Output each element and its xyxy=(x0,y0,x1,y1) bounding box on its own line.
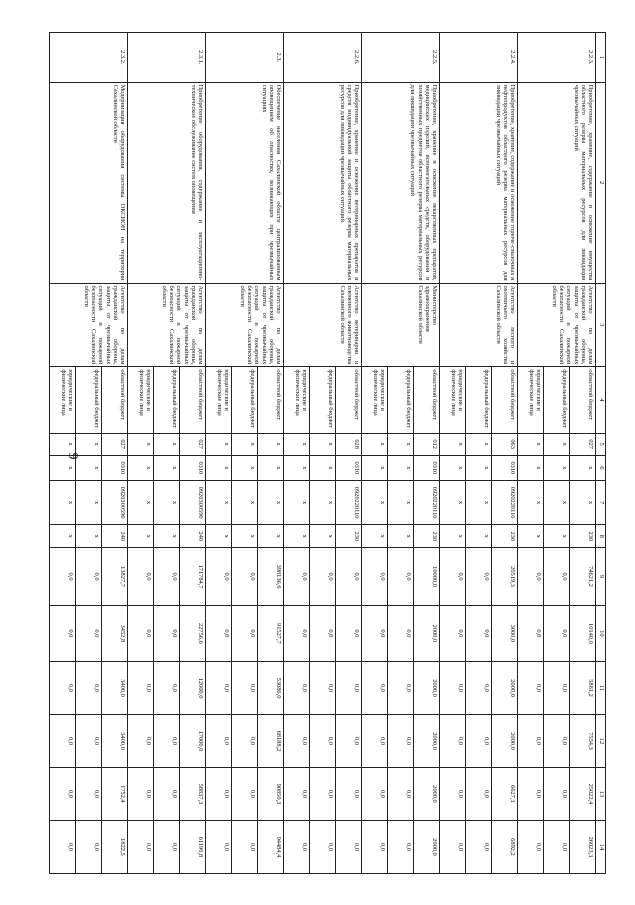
cell-c10: 0,0 xyxy=(544,605,570,661)
table-row xyxy=(414,33,440,874)
funding-source: федеральный бюджет xyxy=(544,367,570,433)
funding-source: федеральный бюджет xyxy=(388,367,414,433)
table-row xyxy=(492,33,518,874)
funding-source: юридические и физические лица xyxy=(518,367,544,433)
cell-c12: 3400,0 xyxy=(102,715,128,768)
cell-c8: 230 xyxy=(492,525,518,548)
column-number-12: 12 xyxy=(596,715,606,768)
funding-source: юридические и физические лица xyxy=(128,367,154,433)
cell-c14: 0,0 xyxy=(284,820,310,873)
cell-c6: х xyxy=(440,455,466,480)
cell-c8: х xyxy=(544,525,570,548)
cell-c6: х xyxy=(544,455,570,480)
cell-c11: 5881,2 xyxy=(570,662,596,715)
funding-source: юридические и физические лица xyxy=(50,367,76,433)
funding-source: областной бюджет xyxy=(414,367,440,433)
cell-c13: 90850,3 xyxy=(258,767,284,820)
funding-source: федеральный бюджет xyxy=(76,367,102,433)
cell-c6: 0310 xyxy=(492,455,518,480)
cell-c10: 0,0 xyxy=(362,605,388,661)
cell-c13: 0,0 xyxy=(518,767,544,820)
cell-c12: 0,0 xyxy=(466,715,492,768)
row-number: 2.2.6. xyxy=(284,33,362,83)
cell-c8: х xyxy=(128,525,154,548)
cell-c9: 0,0 xyxy=(128,548,154,605)
column-number-4: 4 xyxy=(596,367,606,433)
cell-c9: 0,0 xyxy=(284,548,310,605)
cell-c12: 0,0 xyxy=(76,715,102,768)
event-name: Приобретение, хранение, содержание и освежение имущества областного резерва материальных ресурсов для ликвидации чрезвычайных ситуаций xyxy=(518,82,596,283)
cell-c13: 0,0 xyxy=(50,767,76,820)
cell-c7: х xyxy=(258,481,284,525)
cell-c14: 0,0 xyxy=(518,820,544,873)
cell-c8: х xyxy=(50,525,76,548)
cell-c6: х xyxy=(310,455,336,480)
cell-c14: 0,0 xyxy=(154,820,180,873)
cell-c9: 0,0 xyxy=(440,548,466,605)
cell-c10: 2000,0 xyxy=(414,605,440,661)
cell-c7: х xyxy=(206,481,232,525)
cell-c10: 0,0 xyxy=(232,605,258,661)
cell-c11: 0,0 xyxy=(440,662,466,715)
funding-source: областной бюджет xyxy=(492,367,518,433)
event-name: Приобретение, хранение и освежение лекарственных препаратов, медицинских изделий, вспомогательных средств, оборудования и хозяйственных предметов областного резерва материальных ресурсов для ликвидации чрезвычайных ситуаций xyxy=(362,82,440,283)
cell-c10: 0,0 xyxy=(336,605,362,661)
event-name: Приобретение, хранение, содержание и освежение горюче-смазочных и нефтепродуктов областного резерва материальных ресурсов для ликвидации чрезвычайных ситуаций xyxy=(440,82,518,283)
executor-name: Агентство ветеринарии и племенного животноводства Сахалинской области xyxy=(284,283,362,367)
cell-c12: 68188,2 xyxy=(258,715,284,768)
cell-c9: 13827,7 xyxy=(102,548,128,605)
cell-c5: 063 xyxy=(492,433,518,455)
cell-c14: 0,0 xyxy=(50,820,76,873)
cell-c13: 0,0 xyxy=(440,767,466,820)
cell-c11: 53086,0 xyxy=(258,662,284,715)
cell-c12: 0,0 xyxy=(154,715,180,768)
column-number-11: 11 xyxy=(596,662,606,715)
cell-c11: 2000,0 xyxy=(414,662,440,715)
cell-c6: х xyxy=(206,455,232,480)
cell-c12: 0,0 xyxy=(232,715,258,768)
cell-c5: х xyxy=(258,433,284,455)
table-row xyxy=(336,33,362,874)
cell-c11: 0,0 xyxy=(154,662,180,715)
cell-c13: 0,0 xyxy=(388,767,414,820)
rotated-page-content xyxy=(59,32,606,874)
cell-c12: 0,0 xyxy=(440,715,466,768)
page-number: 9 xyxy=(65,452,80,460)
cell-c6: 0310 xyxy=(180,455,206,480)
row-number: 2.3. xyxy=(206,33,284,83)
cell-c5: х xyxy=(76,433,102,455)
cell-c10: 0,0 xyxy=(154,605,180,661)
executor-name: Агентство лесного и охотничьего хозяйства Сахалинской области xyxy=(440,283,518,367)
cell-c9: 0,0 xyxy=(154,548,180,605)
cell-c11: 0,0 xyxy=(284,662,310,715)
cell-c10: 0,0 xyxy=(440,605,466,661)
cell-c10: 10140,0 xyxy=(570,605,596,661)
cell-c7: х xyxy=(518,481,544,525)
row-number: 2.2.5. xyxy=(362,33,440,83)
cell-c12: 2000,0 xyxy=(492,715,518,768)
cell-c7: 0920300590 xyxy=(180,481,206,525)
cell-c9: 0,0 xyxy=(362,548,388,605)
cell-c12: 0,0 xyxy=(388,715,414,768)
cell-c8: х xyxy=(388,525,414,548)
cell-c9: 0,0 xyxy=(50,548,76,605)
cell-c6: х xyxy=(76,455,102,480)
cell-c6: х xyxy=(362,455,388,480)
cell-c13: 0,0 xyxy=(284,767,310,820)
cell-c12: 0,0 xyxy=(50,715,76,768)
cell-c14: 61190,8 xyxy=(180,820,206,873)
cell-c5: 027 xyxy=(102,433,128,455)
funding-source: областной бюджет xyxy=(570,367,596,433)
cell-c11: 12000,0 xyxy=(180,662,206,715)
executor-name: Агентство по делам гражданской обороны, защиты от чрезвычайных ситуаций и пожарной безопасности Сахалинской области xyxy=(206,283,284,367)
cell-c12: 0,0 xyxy=(128,715,154,768)
cell-c10: 0,0 xyxy=(310,605,336,661)
cell-c8: 240 xyxy=(180,525,206,548)
cell-c7: 0920300590 xyxy=(102,481,128,525)
column-number-1: 1 xyxy=(596,33,606,83)
cell-c14: 0,0 xyxy=(466,820,492,873)
cell-c5: х xyxy=(362,433,388,455)
cell-c13: 0,0 xyxy=(128,767,154,820)
cell-c10: 0,0 xyxy=(50,605,76,661)
column-number-3: 3 xyxy=(596,283,606,367)
table-row xyxy=(180,33,206,874)
cell-c8: х xyxy=(518,525,544,548)
cell-c9: 0,0 xyxy=(466,548,492,605)
cell-c11: 2000,0 xyxy=(492,662,518,715)
cell-c10: 3452,8 xyxy=(102,605,128,661)
cell-c11: 0,0 xyxy=(206,662,232,715)
cell-c5: х xyxy=(206,433,232,455)
cell-c14: 0,0 xyxy=(440,820,466,873)
cell-c6: х xyxy=(258,455,284,480)
cell-c8: х xyxy=(206,525,232,548)
column-number-7: 7 xyxy=(596,481,606,525)
executor-name: Агентство по делам гражданской обороны, защиты от чрезвычайных ситуаций и пожарной безопасности Сахалинской области xyxy=(50,283,128,367)
cell-c8: х xyxy=(466,525,492,548)
cell-c5: 027 xyxy=(570,433,596,455)
cell-c9: 171784,7 xyxy=(180,548,206,605)
cell-c7: х xyxy=(76,481,102,525)
cell-c7: х xyxy=(284,481,310,525)
cell-c12: 0,0 xyxy=(284,715,310,768)
cell-c7: х xyxy=(154,481,180,525)
cell-c7: х xyxy=(388,481,414,525)
funding-source: областной бюджет xyxy=(102,367,128,433)
cell-c7: х xyxy=(310,481,336,525)
cell-c7: х xyxy=(440,481,466,525)
cell-c8: х xyxy=(362,525,388,548)
table-row xyxy=(102,33,128,874)
cell-c9: 0,0 xyxy=(76,548,102,605)
cell-c10: 0,0 xyxy=(206,605,232,661)
cell-c8: 230 xyxy=(570,525,596,548)
cell-c10: 0,0 xyxy=(76,605,102,661)
cell-c7: 0920220110 xyxy=(492,481,518,525)
row-number: 2.3.2. xyxy=(50,33,128,83)
funding-source: федеральный бюджет xyxy=(232,367,258,433)
cell-c14: 26023,3 xyxy=(570,820,596,873)
cell-c11: 3400,0 xyxy=(102,662,128,715)
cell-c8: х xyxy=(154,525,180,548)
cell-c14: 0,0 xyxy=(310,820,336,873)
cell-c6: х xyxy=(128,455,154,480)
cell-c13: 58837,3 xyxy=(180,767,206,820)
cell-c11: 0,0 xyxy=(362,662,388,715)
cell-c6: х xyxy=(284,455,310,480)
cell-c12: 0,0 xyxy=(206,715,232,768)
cell-c8: х xyxy=(76,525,102,548)
funding-source: федеральный бюджет xyxy=(466,367,492,433)
column-number-2: 2 xyxy=(596,82,606,283)
cell-c6: 0310 xyxy=(102,455,128,480)
cell-c13: 1752,4 xyxy=(102,767,128,820)
cell-c10: 0,0 xyxy=(284,605,310,661)
column-number-6: 6 xyxy=(596,455,606,480)
cell-c11: 0,0 xyxy=(518,662,544,715)
cell-c14: 0,0 xyxy=(362,820,388,873)
cell-c12: 0,0 xyxy=(518,715,544,768)
cell-c6: х xyxy=(154,455,180,480)
cell-c10: 3000,0 xyxy=(492,605,518,661)
cell-c9: 0,0 xyxy=(232,548,258,605)
cell-c8: 240 xyxy=(102,525,128,548)
cell-c12: 0,0 xyxy=(310,715,336,768)
cell-c8: х xyxy=(284,525,310,548)
cell-c7: х xyxy=(50,481,76,525)
funding-source: федеральный бюджет xyxy=(310,367,336,433)
column-number-8: 8 xyxy=(596,525,606,548)
cell-c10: 22756,6 xyxy=(180,605,206,661)
cell-c13: 0,0 xyxy=(76,767,102,820)
cell-c14: 0,0 xyxy=(336,820,362,873)
cell-c13: 6627,1 xyxy=(492,767,518,820)
executor-name: Агентство по делам гражданской обороны, защиты от чрезвычайных ситуаций и пожарной безопасности Сахалинской области xyxy=(518,283,596,367)
cell-c14: 0,0 xyxy=(544,820,570,873)
cell-c9: 0,0 xyxy=(310,548,336,605)
column-number-10: 10 xyxy=(596,605,606,661)
column-number-13: 13 xyxy=(596,767,606,820)
cell-c13: 2000,0 xyxy=(414,767,440,820)
cell-c5: 028 xyxy=(336,433,362,455)
budget-table xyxy=(49,32,606,874)
cell-c7: х xyxy=(128,481,154,525)
cell-c14: 0,0 xyxy=(76,820,102,873)
cell-c7: 0920220110 xyxy=(414,481,440,525)
cell-c14: 0,0 xyxy=(128,820,154,873)
cell-c7: х xyxy=(544,481,570,525)
event-name: Модернизация оборудования системы ОКСИОН на территории Сахалинской области xyxy=(50,82,128,283)
column-number-9: 9 xyxy=(596,548,606,605)
cell-c5: х xyxy=(388,433,414,455)
cell-c11: 0,0 xyxy=(388,662,414,715)
funding-source: юридические и физические лица xyxy=(440,367,466,433)
cell-c7: х xyxy=(570,481,596,525)
cell-c9: 74621,2 xyxy=(570,548,596,605)
table-row xyxy=(570,33,596,874)
cell-c6: х xyxy=(466,455,492,480)
cell-c5: х xyxy=(50,433,76,455)
cell-c10: 0,0 xyxy=(466,605,492,661)
cell-c13: 0,0 xyxy=(466,767,492,820)
cell-c11: 0,0 xyxy=(50,662,76,715)
cell-c5: х xyxy=(440,433,466,455)
cell-c7: х xyxy=(466,481,492,525)
cell-c14: 2000,0 xyxy=(414,820,440,873)
row-number: 2.2.3. xyxy=(518,33,596,83)
cell-c9: 0,0 xyxy=(544,548,570,605)
funding-source: юридические и физические лица xyxy=(206,367,232,433)
cell-c12: 17000,0 xyxy=(180,715,206,768)
cell-c6: х xyxy=(232,455,258,480)
cell-c13: 0,0 xyxy=(206,767,232,820)
cell-c5: х xyxy=(128,433,154,455)
cell-c7: х xyxy=(232,481,258,525)
cell-c6: 0310 xyxy=(414,455,440,480)
cell-c12: 0,0 xyxy=(362,715,388,768)
cell-c11: 0,0 xyxy=(544,662,570,715)
cell-c12: 0,0 xyxy=(544,715,570,768)
cell-c8: 230 xyxy=(336,525,362,548)
cell-c14: 0,0 xyxy=(388,820,414,873)
event-name: Обеспечение населения Сахалинской области централизованным оповещением об опасностях, возникающих при чрезвычайных ситуациях xyxy=(206,82,284,283)
table-row xyxy=(258,33,284,874)
row-number: 2.2.4. xyxy=(440,33,518,83)
cell-c11: 0,0 xyxy=(310,662,336,715)
row-number: 2.3.1. xyxy=(128,33,206,83)
cell-c7: 0920220110 xyxy=(336,481,362,525)
funding-source: областной бюджет xyxy=(336,367,362,433)
cell-c13: 0,0 xyxy=(336,767,362,820)
cell-c14: 0,0 xyxy=(206,820,232,873)
column-number-14: 14 xyxy=(596,820,606,873)
cell-c8: х xyxy=(440,525,466,548)
cell-c10: 0,0 xyxy=(518,605,544,661)
cell-c14: 0,0 xyxy=(232,820,258,873)
cell-c8: х xyxy=(310,525,336,548)
cell-c14: 6892,2 xyxy=(492,820,518,873)
funding-source: юридические и физические лица xyxy=(284,367,310,433)
event-name: Приобретение, хранение и освежение ветеринарных препаратов и средств индивидуальной защиты областного резерва материальных ресурсов для ликвидации чрезвычайных ситуаций xyxy=(284,82,362,283)
cell-c5: 027 xyxy=(180,433,206,455)
funding-source: областной бюджет xyxy=(180,367,206,433)
cell-c5: х xyxy=(232,433,258,455)
cell-c13: 0,0 xyxy=(232,767,258,820)
cell-c6: х xyxy=(388,455,414,480)
cell-c9: 0,0 xyxy=(388,548,414,605)
cell-c12: 0,0 xyxy=(336,715,362,768)
cell-c9: 0,0 xyxy=(206,548,232,605)
executor-name: Министерство здравоохранения Сахалинской области xyxy=(362,283,440,367)
cell-c10: 91527,7 xyxy=(258,605,284,661)
cell-c11: 0,0 xyxy=(336,662,362,715)
cell-c5: х xyxy=(466,433,492,455)
cell-c8: х xyxy=(258,525,284,548)
funding-source: юридические и физические лица xyxy=(362,367,388,433)
cell-c13: 25022,4 xyxy=(570,767,596,820)
cell-c11: 0,0 xyxy=(232,662,258,715)
cell-c13: 0,0 xyxy=(362,767,388,820)
cell-c13: 0,0 xyxy=(544,767,570,820)
event-name: Приобретение оборудования, содержание и эксплуатационно-техническое обслуживание систем оповещения xyxy=(128,82,206,283)
cell-c5: х xyxy=(518,433,544,455)
executor-name: Агентство по делам гражданской обороны, защиты от чрезвычайных ситуаций и пожарной безопасности Сахалинской области xyxy=(128,283,206,367)
cell-c11: 0,0 xyxy=(466,662,492,715)
cell-c6: 0310 xyxy=(336,455,362,480)
cell-c13: 0,0 xyxy=(154,767,180,820)
cell-c9: 20519,3 xyxy=(492,548,518,605)
column-number-row xyxy=(596,33,606,874)
cell-c11: 0,0 xyxy=(76,662,102,715)
cell-c9: 0,0 xyxy=(336,548,362,605)
cell-c6: х xyxy=(518,455,544,480)
cell-c12: 7554,3 xyxy=(570,715,596,768)
cell-c7: х xyxy=(362,481,388,525)
cell-c8: х xyxy=(232,525,258,548)
cell-c9: 10000,0 xyxy=(414,548,440,605)
cell-c14: 1822,5 xyxy=(102,820,128,873)
cell-c6: х xyxy=(50,455,76,480)
cell-c12: 2000,0 xyxy=(414,715,440,768)
cell-c5: х xyxy=(284,433,310,455)
cell-c10: 0,0 xyxy=(388,605,414,661)
cell-c5: х xyxy=(154,433,180,455)
cell-c9: 0,0 xyxy=(518,548,544,605)
cell-c5: 012 xyxy=(414,433,440,455)
table-body xyxy=(50,33,596,874)
cell-c14: 94484,4 xyxy=(258,820,284,873)
cell-c13: 0,0 xyxy=(310,767,336,820)
cell-c6: х xyxy=(570,455,596,480)
cell-c9: 398136,6 xyxy=(258,548,284,605)
cell-c5: х xyxy=(310,433,336,455)
funding-source: областной бюджет xyxy=(258,367,284,433)
cell-c10: 0,0 xyxy=(128,605,154,661)
cell-c5: х xyxy=(544,433,570,455)
cell-c8: 230 xyxy=(414,525,440,548)
cell-c11: 0,0 xyxy=(128,662,154,715)
column-number-5: 5 xyxy=(596,433,606,455)
funding-source: федеральный бюджет xyxy=(154,367,180,433)
